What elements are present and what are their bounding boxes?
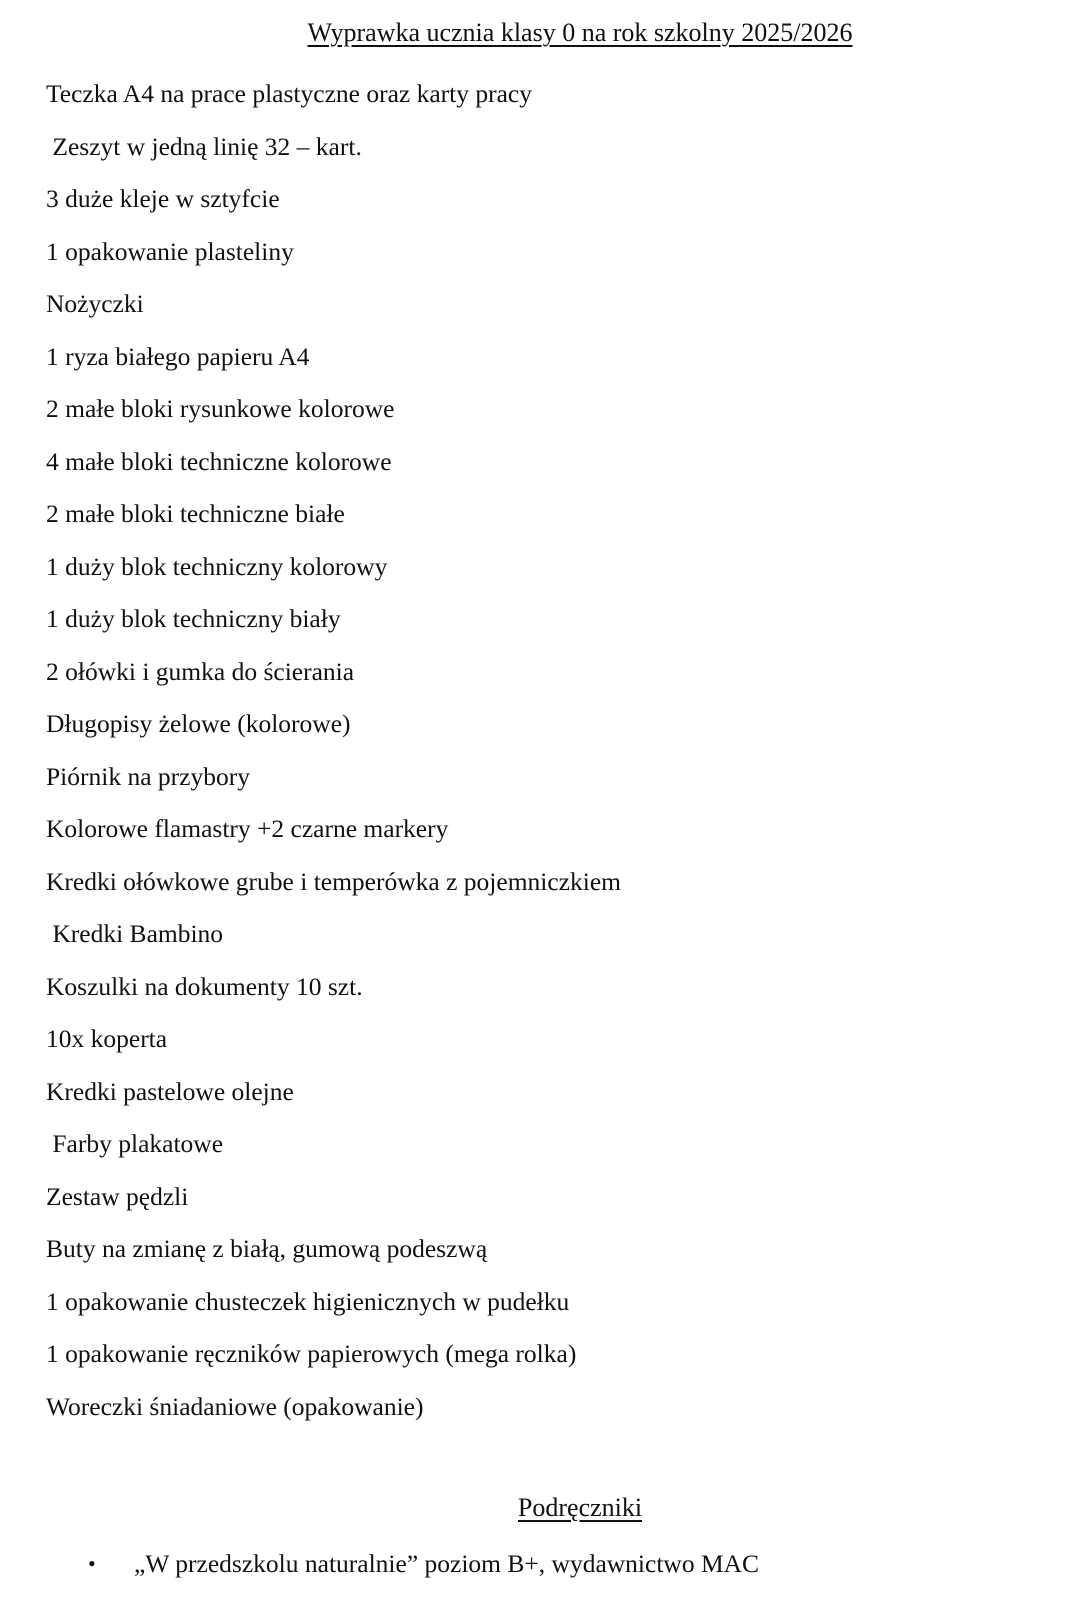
list-item: Kredki ołówkowe grube i temperówka z pojemniczkiem [46,866,621,896]
list-item: Piórnik na przybory [46,761,250,791]
list-item: Buty na zmianę z białą, gumową podeszwą [46,1234,488,1263]
list-item: Długopisy żelowe (kolorowe) [46,709,351,738]
section-heading-textbooks: Podręczniki [517,1493,643,1522]
list-item: 1 opakowanie ręczników papierowych (mega rolka) [46,1339,577,1368]
list-item: 1 ryza białego papieru A4 [46,341,310,371]
document-title: Wyprawka ucznia klasy 0 na rok szkolny 2025/2026 [307,18,853,47]
list-item: 2 ołówki i gumka do ścierania [46,656,355,686]
textbook-title: „W przedszkolu naturalnie” poziom B+, wydawnictwo MAC [134,1549,760,1578]
textbooks-list [88,1549,759,1579]
list-item: 1 opakowanie plasteliny [46,236,294,266]
list-item: Farby plakatowe [46,1129,224,1158]
list-item: 3 duże kleje w sztyfcie [46,184,280,213]
list-item: 2 małe bloki rysunkowe kolorowe [46,394,395,423]
list-item: Kredki pastelowe olejne [46,1076,294,1106]
list-item: Zestaw pędzli [46,1181,189,1211]
list-item: 2 małe bloki techniczne białe [46,499,345,528]
list-item: 10x koperta [46,1024,168,1053]
list-item: Koszulki na dokumenty 10 szt. [46,971,363,1001]
list-item: 1 duży blok techniczny biały [46,604,341,633]
list-item: 4 małe bloki techniczne kolorowe [46,446,392,476]
list-item: Zeszyt w jedną linię 32 – kart. [46,131,362,161]
list-item: 1 opakowanie chusteczek higienicznych w pudełku [46,1286,570,1316]
list-item: 1 duży blok techniczny kolorowy [46,551,388,581]
list-item: Teczka A4 na prace plastyczne oraz karty pracy [46,79,532,108]
list-item: Nożyczki [46,289,144,318]
list-item: Kolorowe flamastry +2 czarne markery [46,814,449,843]
list-item: Kredki Bambino [46,919,224,948]
list-item: Woreczki śniadaniowe (opakowanie) [46,1391,424,1421]
list-item [88,1549,759,1579]
supplies-list [46,79,621,1444]
bullet-icon: • [88,1551,96,1576]
